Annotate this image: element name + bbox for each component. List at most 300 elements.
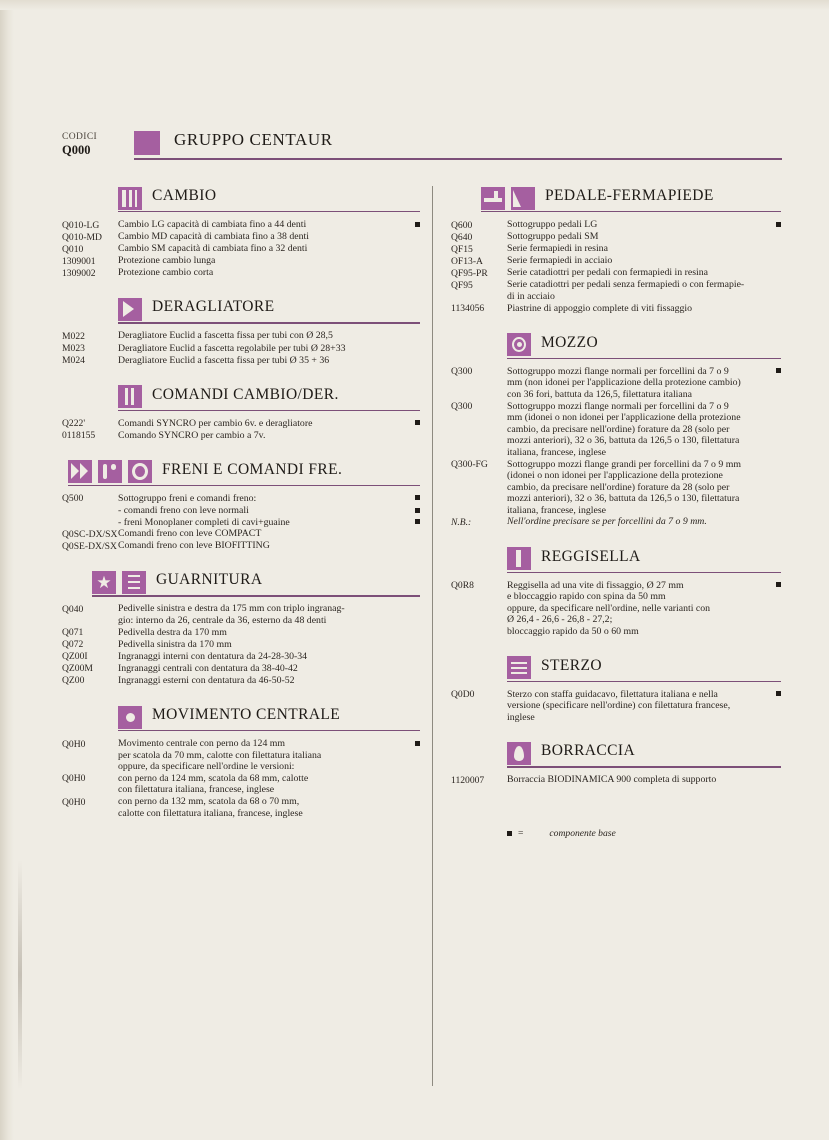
section-icons-reggisella	[507, 547, 537, 571]
section-rule-freni-e-comandi-freno	[68, 485, 420, 486]
base-component-marker-icon	[776, 222, 781, 227]
table-row	[62, 355, 420, 367]
table-row	[62, 603, 420, 626]
table-row	[451, 401, 781, 459]
item-description	[118, 430, 420, 442]
item-description-line: Sottogruppo mozzi flange normali per forcellini da 7 o 9	[507, 365, 729, 377]
section-spacer	[451, 315, 781, 331]
section-rule-reggisella	[507, 572, 781, 573]
item-description-line: cambio, da precisare nell'ordine) forature da 28 (solo per	[507, 481, 730, 493]
page-title: GRUPPO CENTAUR	[174, 130, 333, 149]
item-description-line: Serie catadiottri per pedali con fermapiedi in resina	[507, 267, 709, 279]
header-divider	[134, 158, 782, 160]
item-description-line: Ø 26,4 - 26,6 - 26,8 - 27,2;	[507, 614, 613, 626]
table-row	[62, 639, 420, 651]
item-description	[118, 540, 420, 552]
item-description-line: Movimento centrale con perno da 124 mm	[118, 738, 286, 750]
item-description	[507, 219, 781, 231]
table-row	[62, 219, 420, 231]
table-row	[62, 505, 420, 517]
item-description-line: Deragliatore Euclid a fascetta fissa per tubi con Ø 28,5	[118, 330, 333, 342]
section-deragliatore	[62, 297, 420, 382]
ladder-icon	[122, 571, 146, 594]
section-spacer	[62, 279, 420, 295]
item-code: 1120007	[451, 774, 485, 786]
item-description	[507, 231, 781, 243]
section-title-pedale-fermapiede: PEDALE-FERMAPIEDE	[545, 187, 714, 204]
table-row	[62, 675, 420, 687]
item-description-line: italiana, francese, inglese	[507, 446, 607, 458]
item-description	[507, 580, 781, 638]
item-code: QZ00	[62, 675, 85, 687]
bars-icon-glyph-1	[125, 388, 128, 405]
item-description-line: Nell'ordine precisare se per forcellini da 7 o 9 mm.	[507, 516, 707, 528]
section-borraccia	[451, 741, 781, 802]
lever-icon-glyph-2	[111, 464, 116, 470]
legend-text: componente base	[549, 828, 616, 840]
section-header-guarnitura	[62, 570, 420, 600]
base-component-marker-icon	[415, 222, 420, 227]
hub-icon	[507, 333, 531, 356]
table-row	[451, 243, 781, 255]
gear-icon-glyph-1	[122, 190, 126, 207]
codici-label: CODICI	[62, 132, 98, 142]
item-code: Q0SC-DX/SX	[62, 528, 118, 540]
table-row	[451, 279, 781, 302]
section-icons-cambio	[118, 186, 148, 210]
item-description-line: Serie fermapiedi in resina	[507, 243, 608, 255]
item-description-line: con 36 fori, battuta da 126,5, filettatura italiana	[507, 388, 692, 400]
table-row	[62, 738, 420, 773]
gear-icon	[118, 187, 142, 210]
item-description-line: Sottogruppo pedali LG	[507, 219, 598, 230]
item-description-line: Cambio MD capacità di cambiata fino a 38 denti	[118, 231, 309, 243]
item-description-line: e bloccaggio rapido con spina da 50 mm	[507, 591, 666, 603]
section-icons-mozzo	[507, 333, 537, 357]
section-title-movimento-centrale: MOVIMENTO CENTRALE	[152, 706, 341, 724]
section-rule-guarnitura	[92, 595, 420, 596]
item-description-line: Sottogruppo mozzi flange normali per forcellini da 7 o 9	[507, 400, 729, 412]
table-row	[451, 219, 781, 231]
item-description	[507, 243, 781, 255]
table-row	[62, 330, 420, 342]
table-row	[62, 343, 420, 355]
table-row	[451, 580, 781, 638]
headset-icon-glyph-3	[511, 672, 527, 674]
section-rule-mozzo	[507, 358, 781, 359]
item-description	[507, 774, 781, 786]
item-description	[118, 418, 420, 430]
section-spacer	[62, 367, 420, 383]
section-rows-deragliatore	[62, 330, 420, 366]
page-edge-shadow	[0, 0, 14, 1140]
section-title-reggisella: REGGISELLA	[541, 547, 641, 565]
gear-icon-glyph-2	[129, 190, 132, 207]
headset-icon-glyph-1	[511, 662, 527, 664]
section-header-cambio	[62, 186, 420, 216]
section-movimento-centrale	[62, 705, 420, 835]
table-row	[62, 528, 420, 540]
item-code: 1309002	[62, 267, 96, 279]
section-header-borraccia	[451, 741, 781, 771]
section-spacer	[451, 786, 781, 802]
section-rows-borraccia	[451, 774, 781, 786]
item-description	[507, 401, 781, 459]
bottle-icon	[507, 742, 531, 765]
item-description	[118, 219, 420, 231]
table-row	[62, 540, 420, 552]
item-code: Q072	[62, 639, 84, 651]
section-icons-freni-e-comandi-freno	[68, 460, 158, 484]
item-description-line: Pedivella sinistra da 170 mm	[118, 638, 232, 650]
section-header-deragliatore	[62, 297, 420, 327]
chevrons-icon	[68, 460, 92, 483]
item-description	[118, 267, 420, 279]
section-icons-movimento-centrale	[118, 705, 148, 729]
item-description	[118, 603, 420, 626]
item-description	[507, 267, 781, 279]
section-icons-deragliatore	[118, 297, 148, 321]
item-description	[507, 279, 781, 302]
item-code	[62, 505, 118, 506]
item-description-line: calotte con filettatura italiana, francese, inglese	[118, 807, 303, 819]
chevrons-icon-glyph-1	[71, 463, 79, 479]
section-icons-borraccia	[507, 741, 537, 765]
item-description-line: mm (idonei o non idonei per l'applicazione della protezione	[507, 412, 741, 424]
item-description	[507, 459, 781, 517]
item-description-line: (idonei o non idonei per l'applicazione della protezione	[507, 470, 723, 482]
item-code: OF13-A	[451, 255, 483, 267]
toeclip-icon-glyph-1	[513, 190, 521, 207]
item-description	[118, 651, 420, 663]
section-icons-sterzo	[507, 656, 537, 680]
triangle-icon-glyph-1	[123, 301, 134, 317]
item-description-line: Ingranaggi centrali con dentatura da 38-40-42	[118, 662, 298, 674]
legend-equals: =	[518, 828, 524, 840]
item-code: QZ00I	[62, 651, 88, 663]
section-rows-mozzo	[451, 366, 781, 529]
item-description	[118, 330, 420, 342]
section-title-cambio: CAMBIO	[152, 187, 217, 204]
item-description-line: Reggisella ad una vite di fissaggio, Ø 27 mm	[507, 579, 684, 591]
item-code: 1134056	[451, 303, 485, 315]
item-description-line: Deragliatore Euclid a fascetta regolabile per tubi Ø 28+33	[118, 342, 346, 354]
item-description	[118, 355, 420, 367]
section-rows-cambio	[62, 219, 420, 279]
item-description	[118, 639, 420, 651]
item-description-line: Piastrine di appoggio complete di viti fissaggio	[507, 302, 693, 314]
item-code: QZ00M	[62, 663, 93, 675]
pedal-icon-glyph-2	[494, 191, 498, 199]
ladder-icon-glyph-1	[128, 575, 140, 578]
item-code: Q222'	[62, 418, 86, 430]
toeclip-icon	[511, 187, 535, 210]
section-header-freni-e-comandi-freno	[62, 460, 420, 490]
section-rows-reggisella	[451, 580, 781, 638]
content-columns	[62, 186, 782, 910]
section-rows-sterzo	[451, 689, 781, 724]
catalog-page	[62, 130, 782, 910]
section-icons-comandi-cambio-der	[118, 385, 148, 409]
item-code: Q0H0	[62, 796, 86, 808]
section-rows-comandi-cambio-der	[62, 418, 420, 442]
item-description-line: mm (non idonei per l'applicazione della protezione cambio)	[507, 377, 741, 389]
section-rows-movimento-centrale	[62, 738, 420, 819]
ladder-icon-glyph-2	[128, 581, 140, 584]
section-sterzo	[451, 656, 781, 740]
base-component-marker-icon	[415, 508, 420, 513]
item-description	[118, 627, 420, 639]
seatpost-icon	[507, 547, 531, 570]
item-description-line: con perno da 132 mm, scatola da 68 o 70 mm,	[118, 796, 300, 808]
item-code: Q010-MD	[62, 231, 102, 243]
item-description-line: con perno da 124 mm, scatola da 68 mm, calotte	[118, 772, 309, 784]
item-description-line: Protezione cambio lunga	[118, 255, 216, 267]
item-description	[118, 255, 420, 267]
item-description-line: - freni Monoplaner completi di cavi+guaine	[118, 516, 290, 528]
item-code: Q010	[62, 243, 84, 255]
section-spacer	[62, 552, 420, 568]
legend	[507, 828, 781, 839]
item-description-line: gio: interno da 26, centrale da 36, esterno da 48 denti	[118, 615, 327, 626]
item-description-line: Ingranaggi esterni con dentatura da 46-50-52	[118, 674, 295, 686]
page-header	[62, 130, 782, 172]
section-title-comandi-cambio-der: COMANDI CAMBIO/DER.	[152, 385, 339, 403]
section-title-mozzo: MOZZO	[541, 333, 599, 351]
section-freni-e-comandi-freno	[62, 460, 420, 568]
codici-value: Q000	[62, 143, 91, 158]
section-mozzo	[451, 333, 781, 545]
dot-icon	[118, 706, 142, 729]
section-title-deragliatore: DERAGLIATORE	[152, 298, 275, 316]
table-row	[451, 231, 781, 243]
section-header-reggisella	[451, 547, 781, 577]
section-spacer	[451, 723, 781, 739]
bars-icon-glyph-2	[131, 388, 134, 405]
section-title-freni-e-comandi-freno: FRENI E COMANDI FRE.	[162, 460, 343, 478]
section-rule-pedale-fermapiede	[481, 211, 781, 212]
gear-icon-glyph-3	[135, 190, 137, 207]
item-description	[507, 366, 781, 401]
item-description	[118, 738, 420, 773]
base-component-marker-icon	[415, 519, 420, 524]
item-code	[62, 517, 118, 518]
item-description-line: Protezione cambio corta	[118, 267, 214, 279]
item-description-line: Borraccia BIODINAMICA 900 completa di supporto	[507, 774, 717, 786]
item-description	[118, 528, 420, 540]
pedal-icon	[481, 187, 505, 210]
item-code: Q040	[62, 603, 84, 615]
table-row	[62, 267, 420, 279]
lever-icon-glyph-1	[103, 464, 107, 479]
section-rule-borraccia	[507, 766, 781, 767]
section-rows-guarnitura	[62, 603, 420, 687]
item-description-line: mozzi anteriori), 32 o 36, battuta da 126,5 o 130, filettatura	[507, 493, 740, 505]
section-title-borraccia: BORRACCIA	[541, 742, 636, 760]
item-description-line: bloccaggio rapido da 50 o 60 mm	[507, 625, 639, 637]
pedal-icon-glyph-1	[484, 198, 502, 202]
table-row	[451, 267, 781, 279]
item-description-line: - comandi freno con leve normali	[118, 505, 249, 517]
section-icons-guarnitura	[92, 570, 152, 594]
section-spacer	[451, 638, 781, 654]
table-row	[62, 651, 420, 663]
item-description-line: Cambio LG capacità di cambiata fino a 44 denti	[118, 219, 307, 230]
section-header-pedale-fermapiede	[451, 186, 781, 216]
item-description	[507, 303, 781, 315]
item-description-line: Deragliatore Euclid a fascetta fissa per tubi Ø 35 + 36	[118, 354, 330, 366]
section-header-mozzo	[451, 333, 781, 363]
item-description-line: Cambio SM capacità di cambiata fino a 32 denti	[118, 243, 308, 255]
section-rows-pedale-fermapiede	[451, 219, 781, 315]
item-description-line: Sottogruppo pedali SM	[507, 231, 599, 243]
item-description-line: italiana, francese, inglese	[507, 504, 607, 516]
section-guarnitura	[62, 570, 420, 703]
item-description-line: mozzi anteriori), 32 o 36, battuta da 126,5 o 130, filettatura	[507, 435, 740, 447]
section-spacer	[451, 529, 781, 545]
item-code: Q640	[451, 231, 473, 243]
item-code: M024	[62, 355, 85, 367]
base-component-marker-icon	[776, 691, 781, 696]
item-code: Q0H0	[62, 738, 86, 750]
section-rule-movimento-centrale	[118, 730, 420, 731]
table-row	[451, 366, 781, 401]
item-description	[507, 516, 781, 528]
section-rows-freni-e-comandi-freno	[62, 493, 420, 552]
section-rule-cambio	[118, 211, 420, 212]
section-pedale-fermapiede	[451, 186, 781, 331]
lever-icon	[98, 460, 122, 483]
item-description	[118, 243, 420, 255]
item-code: QF15	[451, 243, 473, 255]
item-code: Q0H0	[62, 773, 86, 785]
triangle-icon	[118, 298, 142, 321]
item-code: QF95	[451, 279, 473, 291]
item-description-line: Comandi freno con leve BIOFITTING	[118, 540, 270, 552]
bottle-icon-glyph-1	[514, 746, 524, 761]
section-spacer	[62, 687, 420, 703]
table-row	[62, 243, 420, 255]
headset-icon-glyph-2	[511, 667, 527, 669]
table-row	[451, 689, 781, 724]
item-code: N.B.:	[451, 516, 472, 528]
item-description-line: Ingranaggi interni con dentatura da 24-28-30-34	[118, 650, 308, 662]
table-row	[451, 459, 781, 517]
left-column	[62, 186, 420, 910]
right-column	[451, 186, 781, 910]
table-row	[62, 418, 420, 430]
item-description-line: oppure, da specificare nell'ordine le versioni:	[118, 761, 295, 773]
table-row	[62, 231, 420, 243]
item-code: Q300-FG	[451, 459, 488, 470]
column-divider	[432, 186, 433, 1086]
item-description-line: con filettatura italiana, francese, inglese	[118, 784, 275, 796]
item-description-line: Sottogruppo mozzi flange grandi per forcellini da 7 o 9 mm	[507, 458, 741, 470]
section-title-sterzo: STERZO	[541, 656, 602, 674]
item-description	[118, 663, 420, 675]
item-code: Q0D0	[451, 689, 475, 701]
item-code: Q0SE-DX/SX	[62, 540, 117, 552]
headset-icon	[507, 656, 531, 679]
base-component-marker-icon	[415, 420, 420, 425]
table-row	[62, 430, 420, 442]
section-rule-sterzo	[507, 681, 781, 682]
item-description-line: Pedivella destra da 170 mm	[118, 626, 227, 638]
table-row	[62, 493, 420, 505]
item-code: Q300	[451, 366, 473, 378]
item-description	[118, 773, 420, 796]
item-description	[118, 343, 420, 355]
section-rule-deragliatore	[118, 322, 420, 323]
seatpost-icon-glyph-1	[516, 550, 521, 567]
section-header-movimento-centrale	[62, 705, 420, 735]
item-description	[507, 689, 781, 724]
item-code: Q010-LG	[62, 219, 100, 231]
section-icons-pedale-fermapiede	[481, 186, 541, 210]
star-icon: ★	[92, 571, 116, 594]
item-description-line: per scatola da 70 mm, calotte con filettatura italiana	[118, 749, 322, 761]
bars-icon	[118, 385, 142, 408]
ladder-icon-glyph-3	[128, 587, 140, 590]
section-header-comandi-cambio-der	[62, 385, 420, 415]
item-description-line: Pedivelle sinistra e destra da 175 mm con triplo ingranag-	[118, 603, 345, 615]
table-row	[451, 303, 781, 315]
chevrons-icon-glyph-2	[80, 463, 88, 479]
item-code: M022	[62, 330, 85, 342]
base-component-marker-icon	[776, 368, 781, 373]
item-description-line: cambio, da precisare nell'ordine) forature da 28 (solo per	[507, 423, 730, 435]
item-description-line: Sterzo con staffa guidacavo, filettatura italiana e nella	[507, 688, 718, 700]
dot-icon-glyph-1	[126, 713, 135, 722]
codici-block	[62, 132, 130, 158]
section-rule-comandi-cambio-der	[118, 410, 420, 411]
item-description	[507, 255, 781, 267]
ring-icon	[128, 460, 152, 483]
table-row	[62, 627, 420, 639]
item-code: Q300	[451, 401, 473, 413]
group-swatch-icon	[134, 131, 160, 155]
item-description	[118, 231, 420, 243]
item-code: Q071	[62, 627, 84, 639]
item-code: Q500	[62, 493, 84, 505]
section-spacer	[62, 819, 420, 835]
item-description-line: Comando SYNCRO per cambio a 7v.	[118, 429, 266, 441]
item-code: 0118155	[62, 430, 96, 442]
legend-square-icon	[507, 831, 512, 836]
section-title-guarnitura: GUARNITURA	[156, 571, 263, 589]
item-description	[118, 493, 420, 505]
item-description	[118, 796, 420, 819]
page-top-shadow	[0, 0, 829, 10]
section-reggisella	[451, 547, 781, 654]
table-row	[62, 796, 420, 819]
item-description	[118, 517, 420, 529]
table-row	[451, 255, 781, 267]
ring-icon-glyph-1	[132, 463, 148, 480]
item-description-line: Sottogruppo freni e comandi freno:	[118, 492, 257, 504]
item-code: Q0R8	[451, 580, 474, 592]
item-description	[118, 675, 420, 687]
section-header-sterzo	[451, 656, 781, 686]
section-spacer	[62, 442, 420, 458]
table-row	[451, 774, 781, 786]
item-code: 1309001	[62, 255, 96, 267]
item-description-line: di in acciaio	[507, 291, 555, 303]
table-row	[62, 517, 420, 529]
item-description-line: Serie fermapiedi in acciaio	[507, 255, 613, 267]
item-description-line: oppure, da specificare nell'ordine, nelle varianti con	[507, 602, 711, 614]
binding-mark	[18, 860, 22, 1090]
